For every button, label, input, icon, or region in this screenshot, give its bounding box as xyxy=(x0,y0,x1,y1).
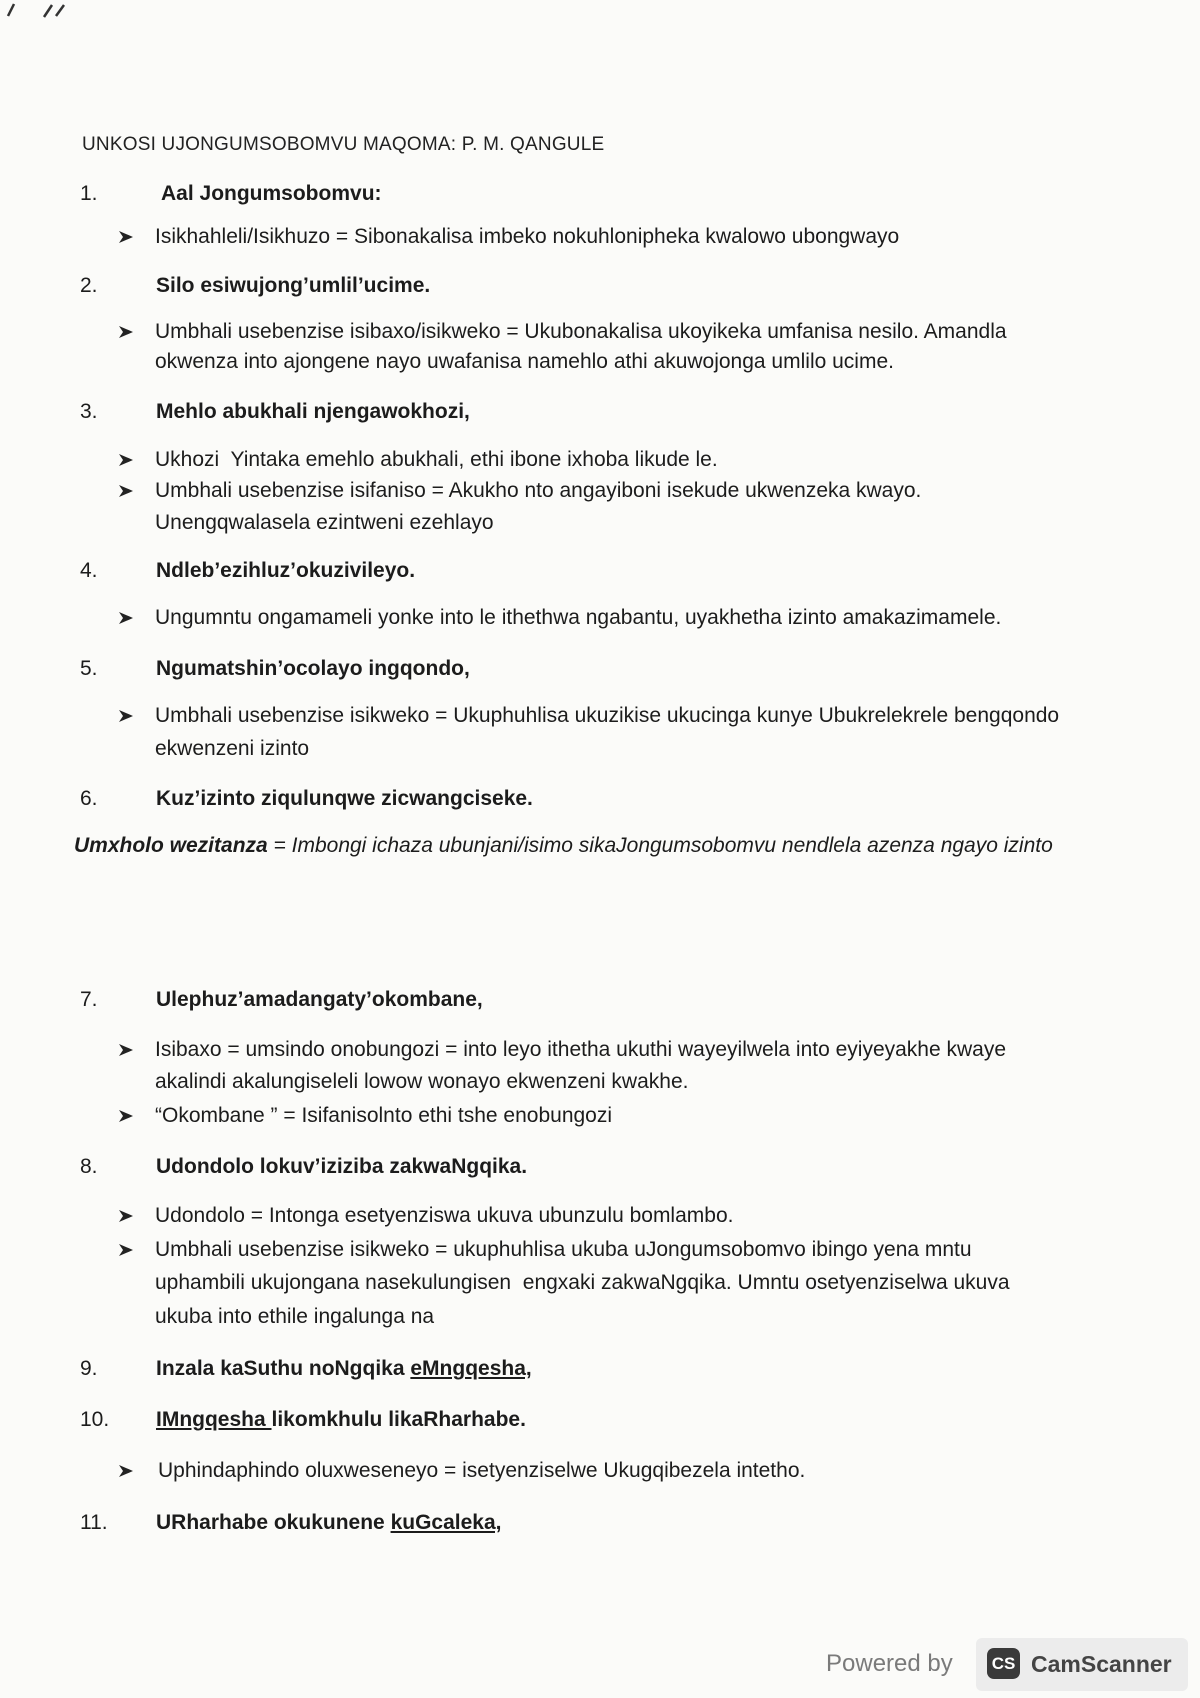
bullet-line: ekwenzeni izinto xyxy=(155,737,310,760)
item-number: 6. xyxy=(80,787,98,810)
bullet-line: Isikhahleli/Isikhuzo = Sibonakalisa imbeko nokuhlonipheka kwalowo ubongwayo xyxy=(155,225,900,248)
item-number: 9. xyxy=(80,1357,98,1380)
bullet-line: uphambili ukujongana nasekulungisen engxaki zakwaNgqika. Umntu osetyenziselwa ukuva xyxy=(155,1271,1010,1294)
arrow-bullet-icon xyxy=(118,484,134,498)
bullet-line: “Okombane ” = Isifanisolnto ethi tshe enobungozi xyxy=(155,1104,613,1127)
arrow-bullet-icon xyxy=(118,611,134,625)
heading-part: URharhabe okukunene xyxy=(156,1511,391,1534)
arrow-bullet-icon xyxy=(118,1109,134,1123)
heading-part: likomkhulu likaRharhabe. xyxy=(271,1408,526,1431)
item-heading: Ndleb’ezihluz’okuzivileyo. xyxy=(156,559,416,582)
arrow-bullet-icon xyxy=(118,230,134,244)
theme-line xyxy=(74,834,1053,858)
theme-text: = Imbongi ichaza ubunjani/isimo sikaJongumsobomvu nendlela azenza ngayo izinto xyxy=(267,834,1053,857)
item-number: 5. xyxy=(80,657,98,680)
item-number: 8. xyxy=(80,1155,98,1178)
item-heading: Mehlo abukhali njengawokhozi, xyxy=(156,400,470,423)
bullet-line: Umbhali usebenzise isikweko = ukuphuhlisa ukuba uJongumsobomvo ibingo yena mntu xyxy=(155,1238,972,1261)
bullet-line: akalindi akalungiseleli lowow wonayo ekwenzeni kwakhe. xyxy=(155,1070,689,1093)
heading-underlined-part: eMngqesha, xyxy=(410,1357,532,1380)
arrow-bullet-icon xyxy=(118,453,134,467)
bullet-line: Umbhali usebenzise isibaxo/isikweko = Ukubonakalisa ukoyikeka umfanisa nesilo. Amandla xyxy=(155,320,1007,343)
bullet-line: Unengqwalasela ezintweni ezehlayo xyxy=(155,511,494,534)
camscanner-logo-icon: CS xyxy=(987,1648,1020,1679)
page-title: UNKOSI UJONGUMSOBOMVU MAQOMA: P. M. QANGULE xyxy=(82,134,605,155)
arrow-bullet-icon xyxy=(118,1464,134,1478)
theme-label: Umxholo wezitanza xyxy=(74,834,268,857)
heading-underlined-part: kuGcaleka, xyxy=(390,1511,502,1534)
bullet-line: Udondolo = Intonga esetyenziswa ukuva ubunzulu bomlambo. xyxy=(155,1204,734,1227)
item-number: 3. xyxy=(80,400,98,423)
heading-part: Inzala kaSuthu noNgqika xyxy=(156,1357,411,1380)
item-heading xyxy=(156,1357,532,1381)
item-number: 1. xyxy=(80,182,98,205)
item-heading xyxy=(156,1511,501,1535)
item-heading xyxy=(156,1408,526,1432)
bullet-line: Umbhali usebenzise isikweko = Ukuphuhlisa ukuzikise ukucinga kunye Ubukrelekrele bengqondo xyxy=(155,704,1060,727)
bullet-line: Uphindaphindo oluxweseneyo = isetyenziselwe Ukugqibezela intetho. xyxy=(158,1459,806,1482)
item-number: 4. xyxy=(80,559,98,582)
pen-mark xyxy=(0,0,90,24)
arrow-bullet-icon xyxy=(118,1243,134,1257)
item-heading: Ngumatshin’ocolayo ingqondo, xyxy=(156,657,470,680)
arrow-bullet-icon xyxy=(118,325,134,339)
item-number: 11. xyxy=(80,1511,108,1534)
bullet-line: Isibaxo = umsindo onobungozi = into leyo ithetha ukuthi wayeyilwela into eyiyeyakhe kwaye xyxy=(155,1038,1007,1061)
camscanner-brand: CamScanner xyxy=(1031,1651,1172,1677)
item-number: 7. xyxy=(80,988,98,1011)
item-number: 2. xyxy=(80,274,98,297)
item-heading: Udondolo lokuv’iziziba zakwaNgqika. xyxy=(156,1155,528,1178)
bullet-line: okwenza into ajongene nayo uwafanisa namehlo athi akuwojonga umlilo ucime. xyxy=(155,350,894,373)
arrow-bullet-icon xyxy=(118,1043,134,1057)
powered-by-label: Powered by xyxy=(826,1650,953,1677)
camscanner-badge xyxy=(976,1638,1188,1691)
bullet-line: Ukhozi Yintaka emehlo abukhali, ethi ibone ixhoba likude le. xyxy=(155,448,718,471)
arrow-bullet-icon xyxy=(118,1209,134,1223)
heading-underlined-part: IMngqesha xyxy=(156,1408,272,1431)
bullet-line: ukuba into ethile ingalunga na xyxy=(155,1305,435,1328)
item-heading: Ulephuz’amadangaty’okombane, xyxy=(156,988,483,1011)
item-heading: Kuz’izinto ziqulunqwe zicwangciseke. xyxy=(156,787,533,810)
item-heading: Aal Jongumsobomvu: xyxy=(161,182,382,205)
bullet-line: Ungumntu ongamameli yonke into le ithethwa ngabantu, uyakhetha izinto amakazimamele. xyxy=(155,606,1002,629)
item-heading: Silo esiwujong’umlil’ucime. xyxy=(156,274,431,297)
bullet-line: Umbhali usebenzise isifaniso = Akukho nto angayiboni isekude ukwenzeka kwayo. xyxy=(155,479,922,502)
arrow-bullet-icon xyxy=(118,709,134,723)
item-number: 10. xyxy=(80,1408,110,1431)
